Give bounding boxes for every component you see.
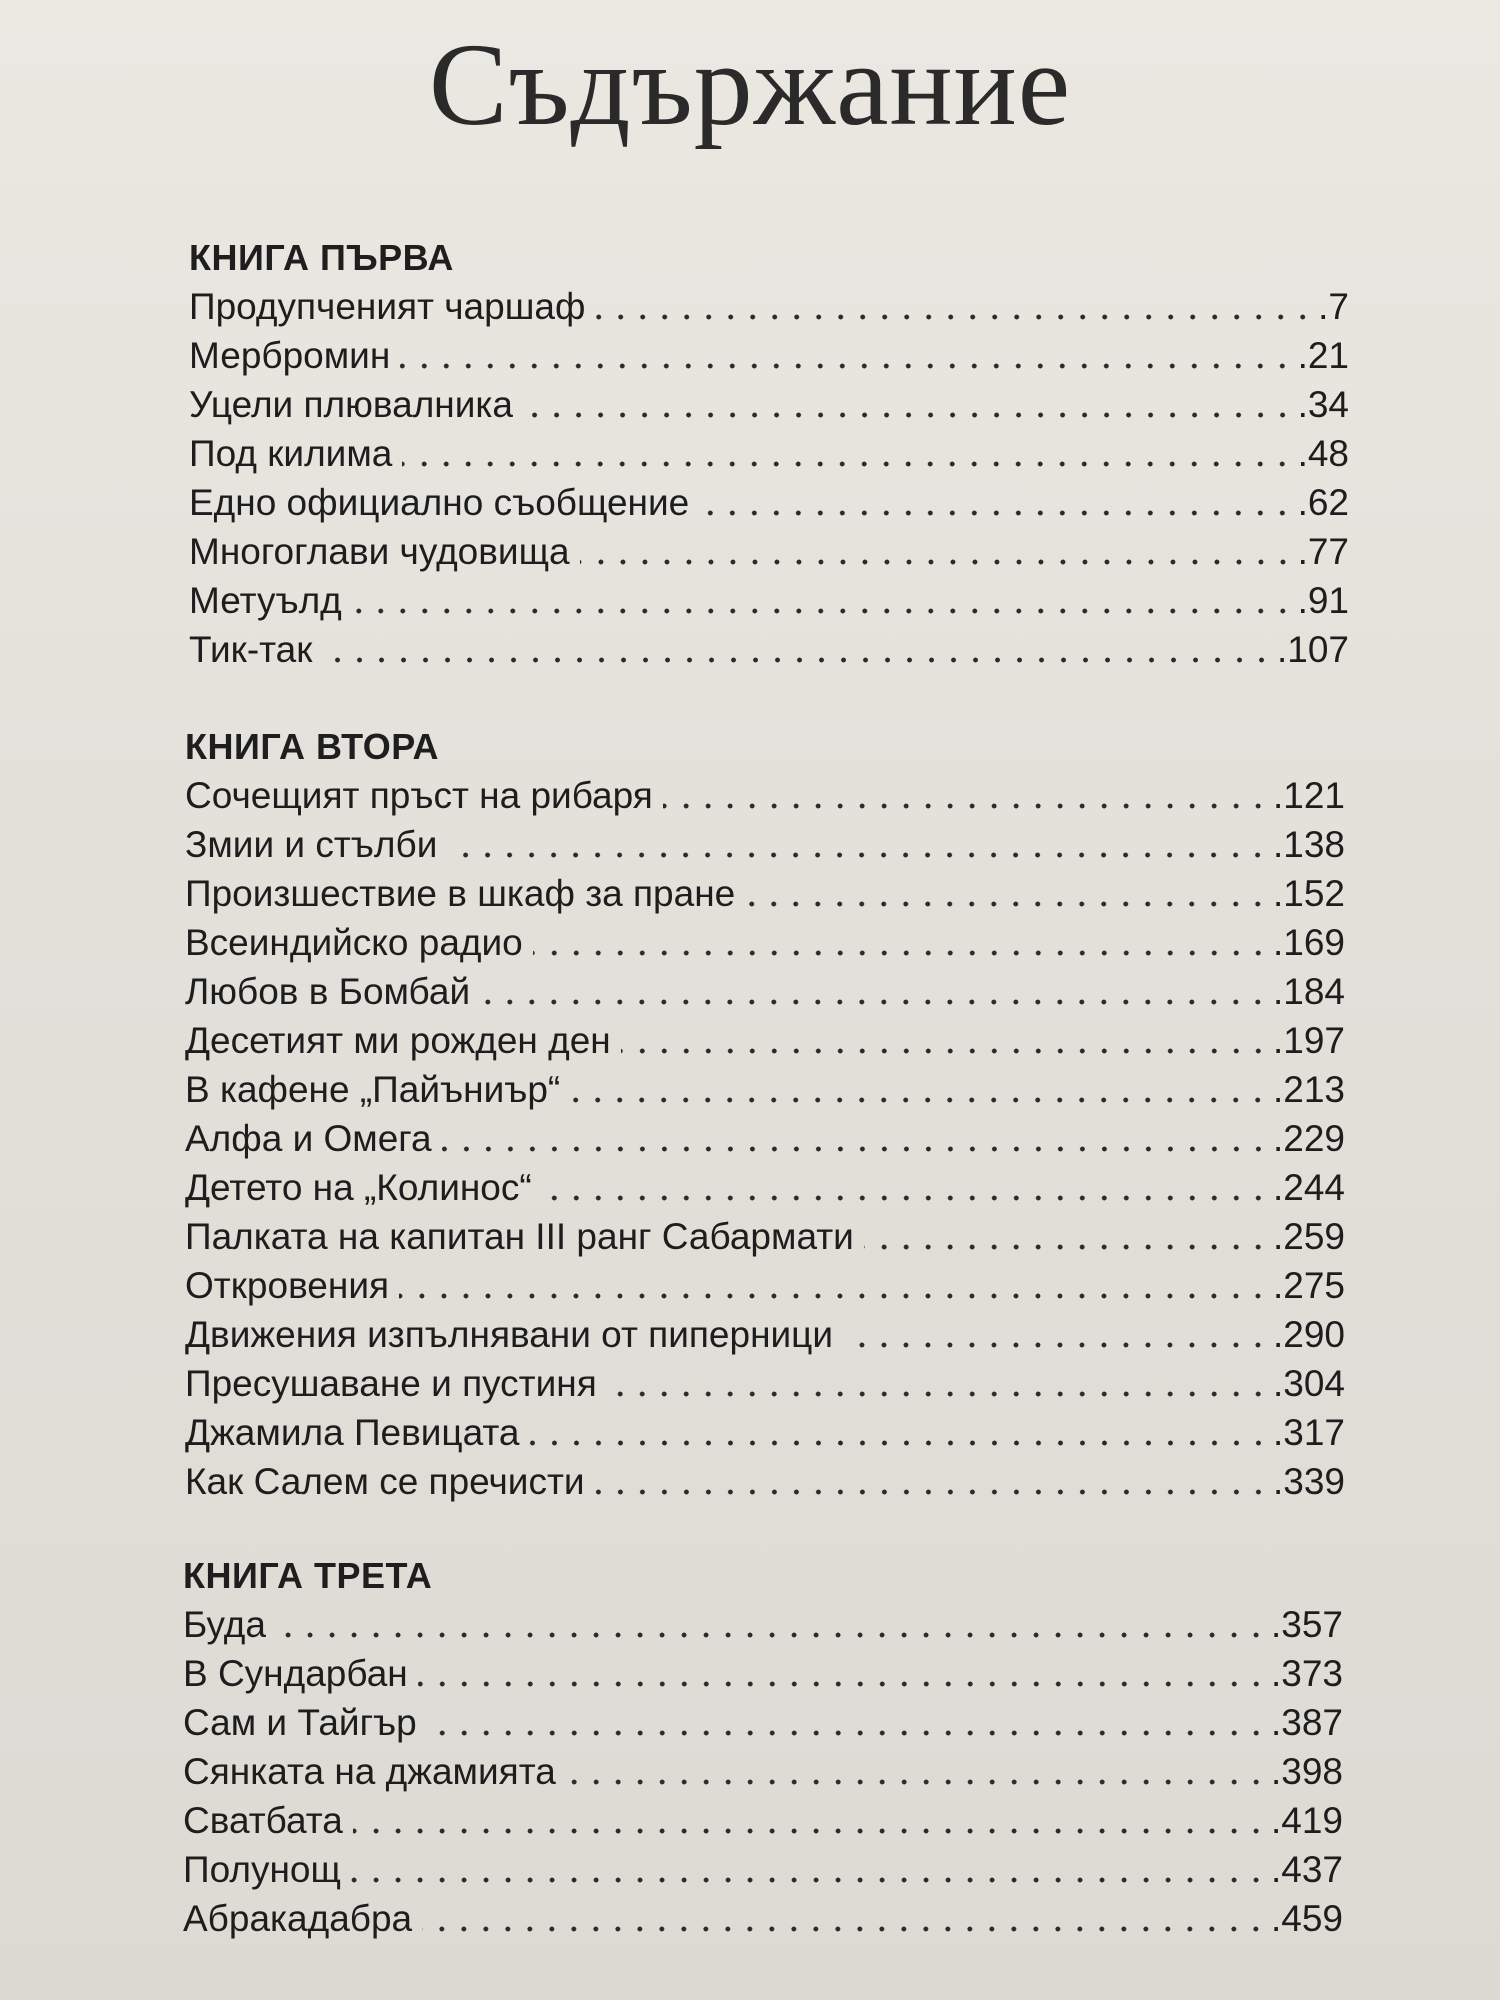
dot-leader xyxy=(566,1779,1267,1785)
page-number: .459 xyxy=(1270,1898,1343,1939)
dot-leader xyxy=(402,461,1293,467)
toc-entry xyxy=(185,1212,1345,1261)
toc-entry xyxy=(183,1894,1343,1943)
page-number: .275 xyxy=(1272,1265,1345,1306)
dot-leader xyxy=(322,657,1273,663)
dot-leader xyxy=(447,852,1269,858)
dot-leader xyxy=(530,1440,1269,1446)
dot-leader xyxy=(843,1342,1269,1348)
chapter-title: Движения изпълнявани от пиперници xyxy=(185,1314,834,1355)
dot-leader xyxy=(480,999,1269,1005)
toc-entry xyxy=(185,967,1345,1016)
chapter-title: Тик-так xyxy=(189,629,313,670)
toc-entry xyxy=(183,1649,1343,1698)
dot-leader xyxy=(663,803,1269,809)
page-number: .357 xyxy=(1270,1604,1343,1645)
toc-entry xyxy=(185,1261,1345,1310)
page-number: .437 xyxy=(1270,1849,1343,1890)
page-number: .259 xyxy=(1272,1216,1345,1257)
chapter-title: Произшествие в шкаф за пране xyxy=(185,873,736,914)
chapter-title: Джамила Певицата xyxy=(185,1412,520,1453)
chapter-title: В Сундарбан xyxy=(183,1653,408,1694)
page-number: .229 xyxy=(1272,1118,1345,1159)
toc-entry xyxy=(185,1163,1345,1212)
dot-leader xyxy=(353,1828,1267,1834)
chapter-title: Абракадабра xyxy=(183,1898,413,1939)
page-number: .121 xyxy=(1272,775,1345,816)
toc-entry xyxy=(189,331,1349,380)
dot-leader xyxy=(276,1632,1267,1638)
page-number: .419 xyxy=(1270,1800,1343,1841)
page-number: .62 xyxy=(1297,482,1349,523)
chapter-title: Любов в Бомбай xyxy=(185,971,471,1012)
chapter-title: Алфа и Омега xyxy=(185,1118,432,1159)
toc-entry xyxy=(185,1016,1345,1065)
toc-entry xyxy=(189,380,1349,429)
chapter-title: Десетият ми рожден ден xyxy=(185,1020,611,1061)
toc-entry xyxy=(185,1359,1345,1408)
dot-leader xyxy=(442,1146,1269,1152)
chapter-title: Откровения xyxy=(185,1265,390,1306)
dot-leader xyxy=(570,1097,1269,1103)
chapter-title: Змии и стълби xyxy=(185,824,438,865)
page-number: .152 xyxy=(1272,873,1345,914)
dot-leader xyxy=(595,314,1314,320)
chapter-title: Палката на капитан III ранг Сабармати xyxy=(185,1216,854,1257)
dot-leader xyxy=(352,608,1294,614)
dot-leader xyxy=(580,559,1294,565)
chapter-title: В кафене „Пайъниър“ xyxy=(185,1069,561,1110)
toc-entry xyxy=(189,527,1349,576)
dot-leader xyxy=(699,510,1293,516)
chapter-title: Сочещият пръст на рибаря xyxy=(185,775,653,816)
book-heading: КНИГА ВТОРА xyxy=(185,726,440,767)
chapter-title: Полунощ xyxy=(183,1849,341,1890)
dot-leader xyxy=(607,1391,1269,1397)
book-heading: КНИГА ТРЕТА xyxy=(183,1555,433,1596)
toc-entry xyxy=(183,1600,1343,1649)
page-number: .317 xyxy=(1272,1412,1345,1453)
toc-entry xyxy=(185,1114,1345,1163)
dot-leader xyxy=(745,901,1269,907)
page-number: .339 xyxy=(1272,1461,1345,1502)
page-number: .21 xyxy=(1297,335,1349,376)
dot-leader xyxy=(427,1730,1267,1736)
page-title: Съдържание xyxy=(428,19,1072,150)
page-number: .107 xyxy=(1276,629,1349,670)
page-number: .7 xyxy=(1318,286,1349,327)
toc-entry xyxy=(183,1698,1343,1747)
chapter-title: Сам и Тайгър xyxy=(183,1702,417,1743)
book-section-1 xyxy=(189,234,1349,674)
dot-leader xyxy=(351,1877,1267,1883)
toc-entry xyxy=(189,576,1349,625)
page-number: .34 xyxy=(1297,384,1349,425)
page-number: .387 xyxy=(1270,1702,1343,1743)
chapter-list xyxy=(185,771,1345,1506)
chapter-list xyxy=(183,1600,1343,1943)
dot-leader xyxy=(422,1926,1267,1932)
chapter-title: Сватбата xyxy=(183,1800,343,1841)
page-number: .304 xyxy=(1272,1363,1345,1404)
chapter-title: Продупченият чаршаф xyxy=(189,286,586,327)
book-section-3 xyxy=(183,1552,1343,1943)
chapter-list xyxy=(189,282,1349,674)
page-number: .169 xyxy=(1272,922,1345,963)
page-number: .244 xyxy=(1272,1167,1345,1208)
toc-entry xyxy=(189,429,1349,478)
page-number: .138 xyxy=(1272,824,1345,865)
chapter-title: Мербромин xyxy=(189,335,391,376)
toc-entry xyxy=(183,1845,1343,1894)
dot-leader xyxy=(399,1293,1269,1299)
page-number: .213 xyxy=(1272,1069,1345,1110)
chapter-title: Буда xyxy=(183,1604,266,1645)
page-number: .184 xyxy=(1272,971,1345,1012)
dot-leader xyxy=(864,1244,1269,1250)
page-number: .290 xyxy=(1272,1314,1345,1355)
chapter-title: Сянката на джамията xyxy=(183,1751,556,1792)
toc-entry xyxy=(189,625,1349,674)
dot-leader xyxy=(400,363,1293,369)
toc-entry xyxy=(185,1065,1345,1114)
dot-leader xyxy=(533,950,1269,956)
book-section-2 xyxy=(185,723,1345,1506)
chapter-title: Многоглави чудовища xyxy=(189,531,570,572)
toc-entry xyxy=(185,1457,1345,1506)
dot-leader xyxy=(621,1048,1269,1054)
page-number: .48 xyxy=(1297,433,1349,474)
page-number: .91 xyxy=(1297,580,1349,621)
page-number: .398 xyxy=(1270,1751,1343,1792)
chapter-title: Всеиндийско радио xyxy=(185,922,523,963)
toc-entry xyxy=(185,918,1345,967)
dot-leader xyxy=(595,1489,1269,1495)
toc-entry xyxy=(185,820,1345,869)
toc-entry xyxy=(185,1310,1345,1359)
chapter-title: Уцели плювалника xyxy=(189,384,513,425)
page-number: .77 xyxy=(1297,531,1349,572)
page-number: .197 xyxy=(1272,1020,1345,1061)
toc-entry xyxy=(185,869,1345,918)
toc-entry xyxy=(183,1747,1343,1796)
page-number: .373 xyxy=(1270,1653,1343,1694)
toc-entry xyxy=(189,282,1349,331)
chapter-title: Метуълд xyxy=(189,580,342,621)
chapter-title: Пресушаване и пустиня xyxy=(185,1363,597,1404)
book-heading: КНИГА ПЪРВА xyxy=(189,237,454,278)
toc-entry xyxy=(183,1796,1343,1845)
dot-leader xyxy=(418,1681,1267,1687)
toc-entry xyxy=(189,478,1349,527)
toc-entry xyxy=(185,1408,1345,1457)
dot-leader xyxy=(542,1195,1269,1201)
chapter-title: Едно официално съобщение xyxy=(189,482,690,523)
dot-leader xyxy=(523,412,1294,418)
chapter-title: Как Салем се пречисти xyxy=(185,1461,585,1502)
toc-entry xyxy=(185,771,1345,820)
chapter-title: Под килима xyxy=(189,433,393,474)
chapter-title: Детето на „Колинос“ xyxy=(185,1167,532,1208)
